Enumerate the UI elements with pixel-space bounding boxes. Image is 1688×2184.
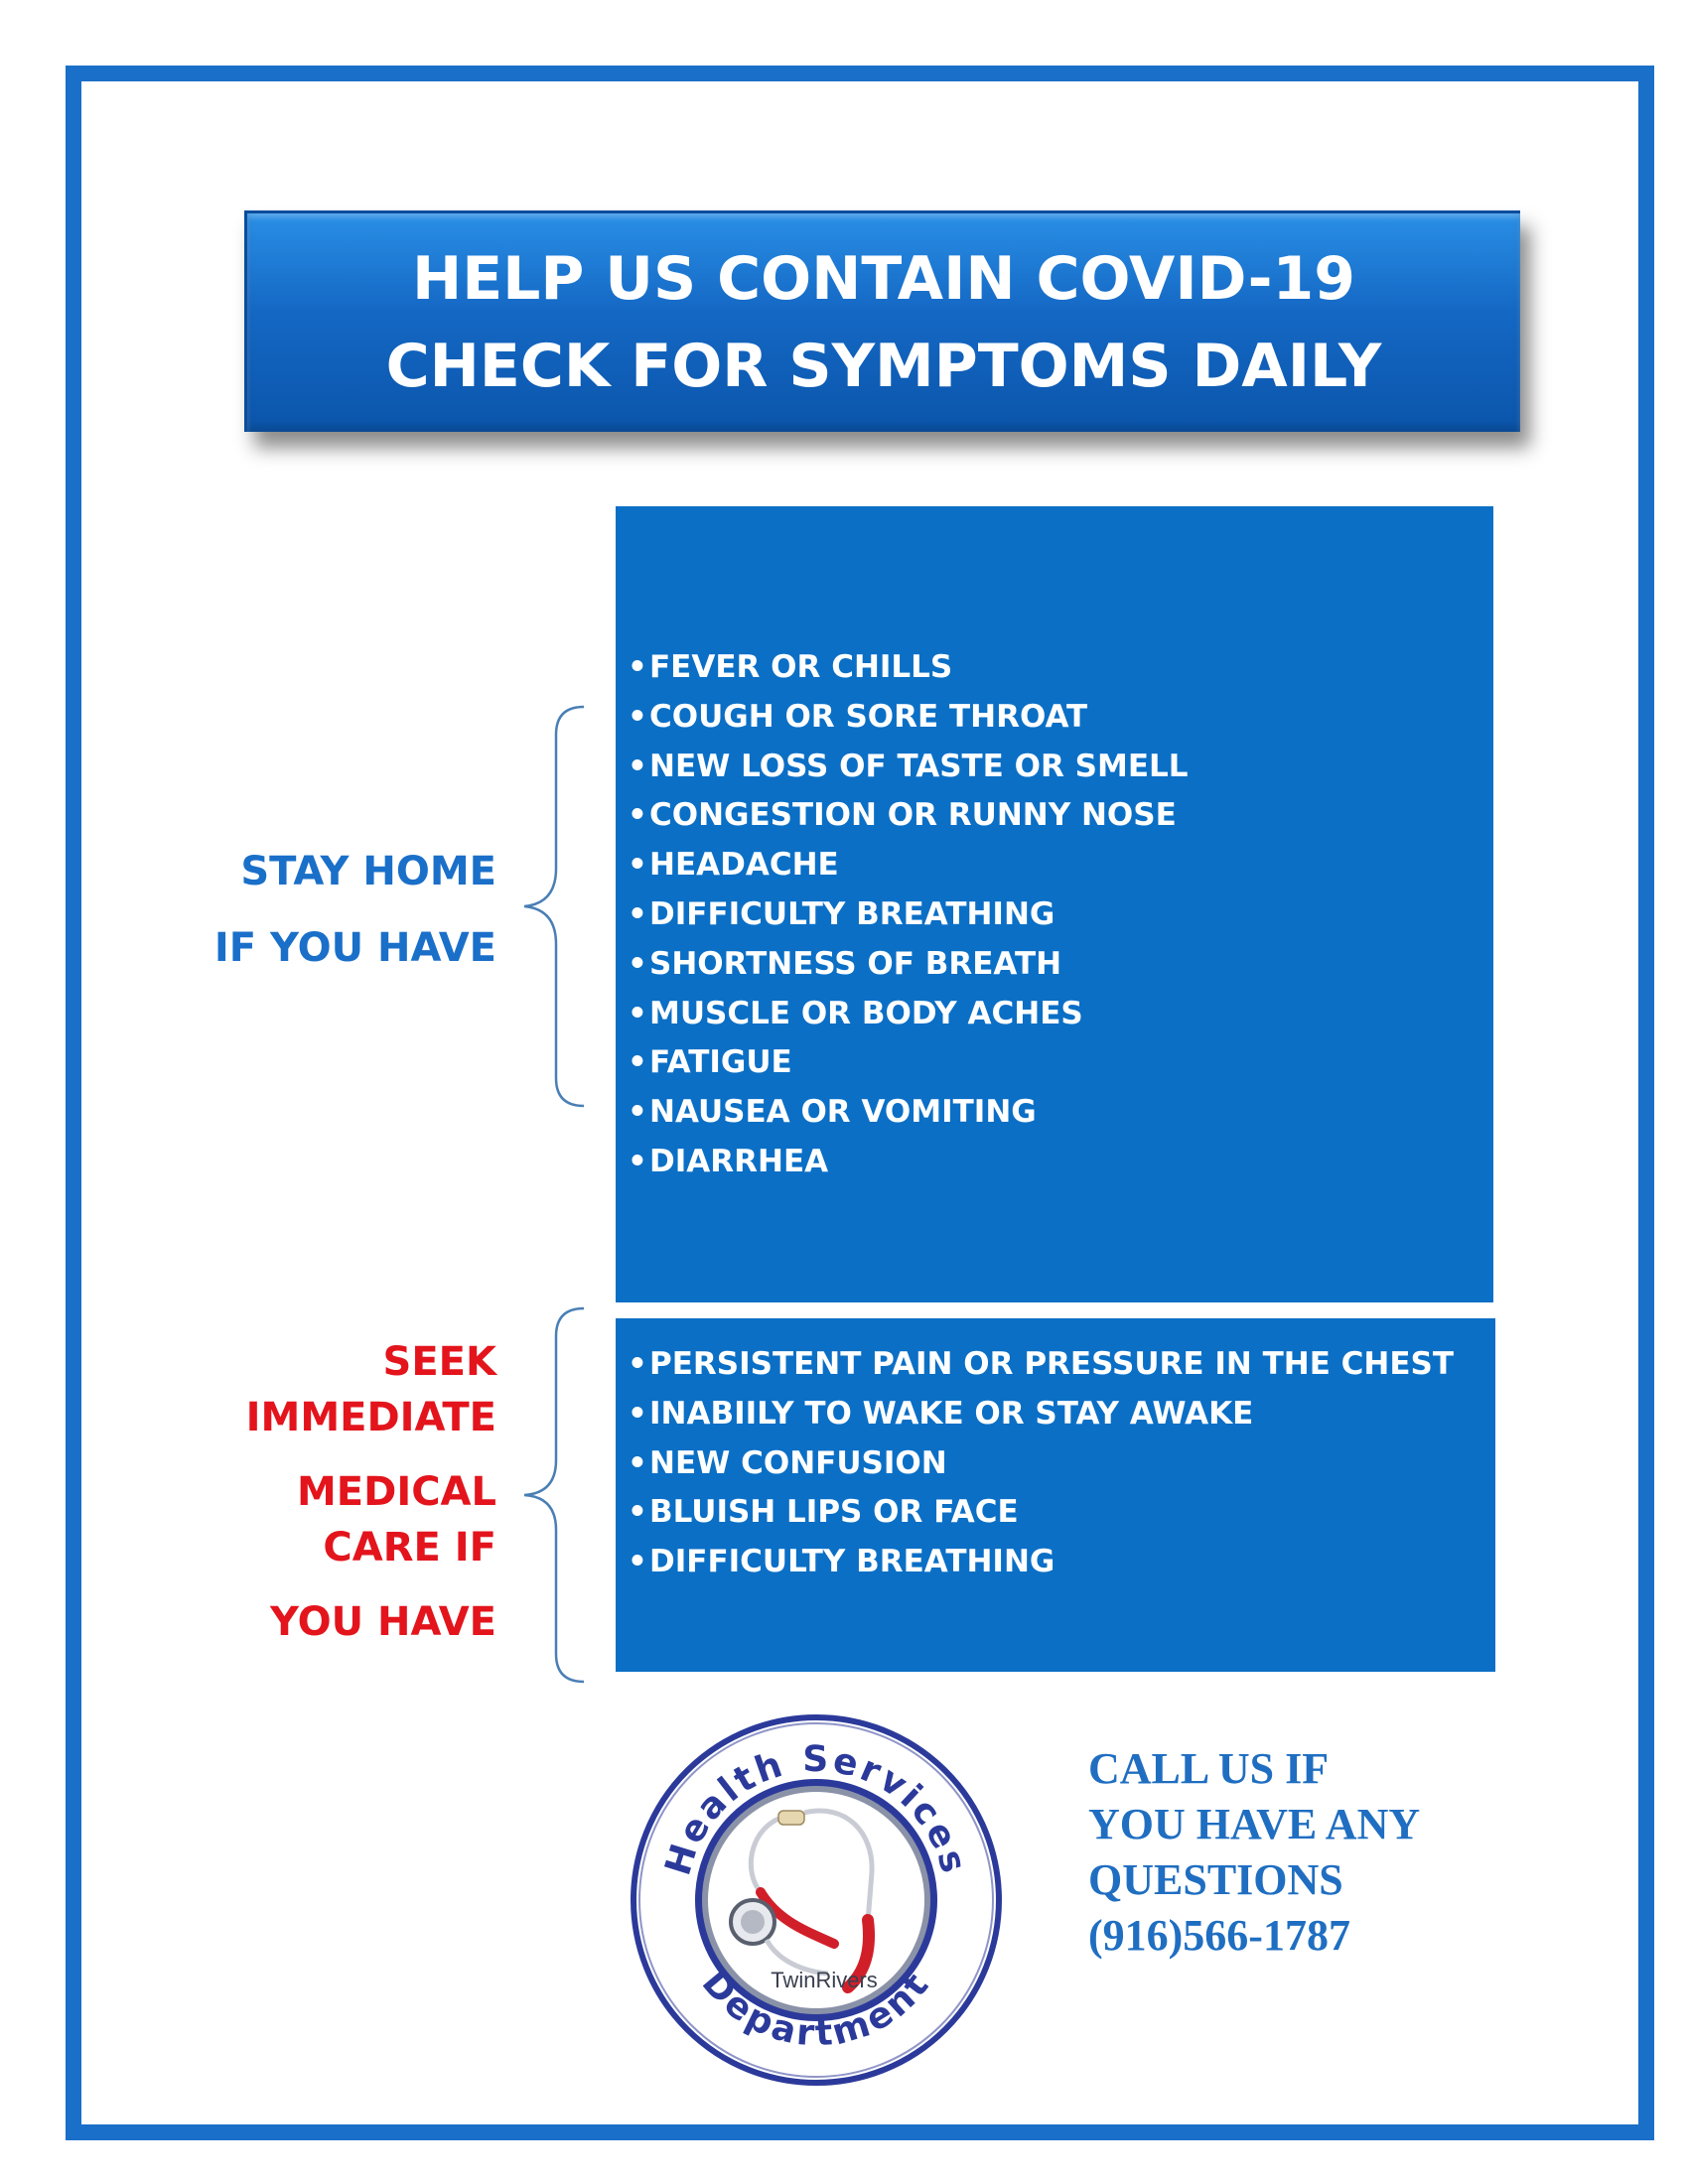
seek-care-symptom-item-text: NEW CONFUSION <box>649 1444 947 1481</box>
logo-top-text: Health Services <box>657 1738 975 1880</box>
stay-home-symptoms-box <box>616 506 1493 1302</box>
bullet-icon: • <box>628 1444 647 1481</box>
stay-home-symptom-item <box>628 643 1189 693</box>
stay-home-symptom-item-text: CONGESTION OR RUNNY NOSE <box>649 797 1177 834</box>
seek-care-symptoms-box <box>616 1318 1495 1672</box>
stay-home-label-line-1: STAY HOME <box>240 849 496 894</box>
banner-title-line-1: HELP US CONTAIN COVID-19 <box>411 244 1355 314</box>
seek-care-symptom-item-text: DIFFICULTY BREATHING <box>649 1544 1055 1580</box>
bullet-icon: • <box>628 1395 647 1432</box>
stay-home-symptom-item-text: DIFFICULTY BREATHING <box>649 895 1055 932</box>
seek-care-symptom-item <box>628 1538 1454 1587</box>
stay-home-symptom-item <box>628 1088 1189 1138</box>
bullet-icon: • <box>628 748 647 784</box>
bullet-icon: • <box>628 698 647 735</box>
seek-care-label-line-1: SEEK <box>382 1339 496 1385</box>
seek-care-symptom-item-text: INABIILY TO WAKE OR STAY AWAKE <box>649 1395 1254 1432</box>
health-services-logo <box>630 1713 1003 2087</box>
seek-care-symptom-item-text: BLUISH LIPS OR FACE <box>649 1494 1019 1531</box>
stay-home-symptom-item-text: DIARRHEA <box>649 1143 829 1179</box>
seek-care-symptom-item <box>628 1390 1454 1439</box>
seek-care-label-line-3: MEDICAL <box>296 1469 496 1515</box>
stay-home-label-line-2: IF YOU HAVE <box>213 925 496 971</box>
seek-care-brace <box>516 1306 586 1684</box>
stay-home-symptom-item <box>628 1038 1189 1088</box>
stay-home-symptom-item <box>628 1138 1189 1187</box>
seek-care-symptom-item <box>628 1439 1454 1489</box>
stay-home-symptom-item <box>628 990 1189 1039</box>
bullet-icon: • <box>628 995 647 1031</box>
contact-line-3: QUESTIONS <box>1088 1855 1343 1904</box>
seek-care-symptom-item <box>628 1340 1454 1390</box>
seek-care-label-line-5: YOU HAVE <box>270 1599 496 1645</box>
seek-care-symptom-list <box>628 1340 1454 1587</box>
contact-line-2: YOU HAVE ANY <box>1088 1800 1421 1848</box>
stay-home-symptom-item <box>628 940 1189 990</box>
logo-bottom-text: Department <box>693 1963 939 2055</box>
title-banner <box>244 210 1520 432</box>
contact-phone: (916)566-1787 <box>1088 1911 1350 1960</box>
bullet-icon: • <box>628 1544 647 1580</box>
stay-home-symptom-item-text: NAUSEA OR VOMITING <box>649 1094 1037 1131</box>
seek-care-label-line-2: IMMEDIATE <box>245 1395 496 1440</box>
bullet-icon: • <box>628 1044 647 1081</box>
stay-home-symptom-item-text: SHORTNESS OF BREATH <box>649 945 1062 982</box>
stay-home-symptom-item <box>628 890 1189 940</box>
bullet-icon: • <box>628 847 647 884</box>
seek-care-label <box>246 1334 496 1650</box>
bullet-icon: • <box>628 945 647 982</box>
stay-home-symptom-item <box>628 743 1189 792</box>
stay-home-symptom-item-text: FATIGUE <box>649 1044 792 1081</box>
seek-care-symptom-item-text: PERSISTENT PAIN OR PRESSURE IN THE CHEST <box>649 1346 1455 1382</box>
stay-home-symptom-item-text: FEVER OR CHILLS <box>649 649 953 685</box>
bullet-icon: • <box>628 1143 647 1179</box>
bullet-icon: • <box>628 1094 647 1131</box>
contact-line-1: CALL US IF <box>1088 1744 1330 1793</box>
bullet-icon: • <box>628 895 647 932</box>
seek-care-symptom-item <box>628 1488 1454 1538</box>
stay-home-symptom-item-text: MUSCLE OR BODY ACHES <box>649 995 1083 1031</box>
contact-block <box>1088 1741 1420 1964</box>
bullet-icon: • <box>628 797 647 834</box>
stay-home-label <box>214 834 496 987</box>
stay-home-symptom-item <box>628 791 1189 841</box>
stay-home-symptom-item-text: NEW LOSS OF TASTE OR SMELL <box>649 748 1189 784</box>
stay-home-symptom-item <box>628 841 1189 890</box>
stay-home-brace <box>516 705 586 1108</box>
bullet-icon: • <box>628 1494 647 1531</box>
stay-home-symptom-item-text: COUGH OR SORE THROAT <box>649 698 1088 735</box>
stay-home-symptom-item-text: HEADACHE <box>649 847 839 884</box>
bullet-icon: • <box>628 1346 647 1382</box>
seek-care-label-line-4: CARE IF <box>323 1525 496 1570</box>
logo-center-text: TwinRivers <box>771 1968 878 1992</box>
stay-home-symptom-list <box>628 643 1189 1187</box>
bullet-icon: • <box>628 649 647 685</box>
stay-home-symptom-item <box>628 693 1189 743</box>
banner-title-line-2: CHECK FOR SYMPTOMS DAILY <box>385 332 1382 401</box>
